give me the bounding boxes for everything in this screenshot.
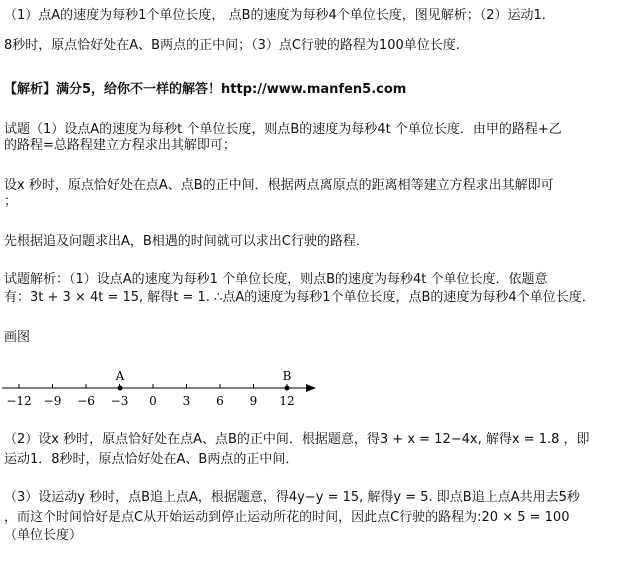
tick-label: 3 [182,394,191,408]
hint-p1-line-2: 的路程=总路程建立方程求出其解即可； [4,138,236,153]
arrow-right-icon [306,384,316,392]
question-line-1: （1）点A的速度为每秒1个单位长度， 点B的速度为每秒4个单位长度，图见解析；（2）运动1. [4,8,546,23]
solution-1-line-2: 有：3t + 3 × 4t = 15, 解得t = 1. ∴点A的速度为每秒1个单位长度，点B的速度为每秒4个单位长度． [4,290,595,305]
solution-2-line-2: 运动1．8秒时，原点恰好处在A、B两点的正中间． [4,452,299,467]
point-a-label: A [115,369,125,383]
tick-label: −9 [43,394,62,408]
question-line-2: 8秒时，原点恰好处在A、B两点的正中间；（3）点C行驶的路程为100单位长度. [4,38,460,53]
tick-label: 6 [216,394,224,408]
solution-3-line-3: （单位长度） [4,528,83,543]
solution-3-line-2: ，而这个时间恰好是点C从开始运动到停止运动所花的时间，因此点C行驶的路程为:20 × 5 = 100 [4,510,570,525]
tick-label: 0 [149,394,157,408]
hint-p3: 先根据追及问题求出A，B相遇的时间就可以求出C行驶的路程． [4,234,369,249]
tick-label: −12 [6,394,32,408]
hint-p2-line-1: 设x 秒时，原点恰好处在点A、点B的正中间．根据两点离原点的距离相等建立方程求出其解即可 [4,178,554,193]
point-a-dot [118,386,123,391]
figure-label: 画图 [4,330,31,345]
solution-3-line-1: （3）设运动y 秒时，点B追上点A，根据题意，得4y−y = 15, 解得y = 5. 即点B追上点A共用去5秒 [4,490,580,505]
point-b-dot [285,386,290,391]
tick-label: −3 [110,394,129,408]
solution-1-line-1: 试题解析：（1）设点A的速度为每秒1 个单位长度，则点B的速度为每秒4t 个单位长度．依题意 [4,272,548,287]
point-b-label: B [282,369,292,383]
number-line-figure [0,368,330,412]
tick-label: −6 [77,394,95,408]
hint-p1-line-1: 试题（1）设点A的速度为每秒t 个单位长度，则点B的速度为每秒4t 个单位长度．由甲的路程+乙 [4,122,562,137]
analysis-banner: 【解析】满分5，给你不一样的解答！http://www.manfen5.com [4,82,407,97]
tick-label: 12 [279,394,295,408]
solution-2-line-1: （2）设x 秒时，原点恰好处在点A、点B的正中间．根据题意，得3 + x = 12−4x, 解得x = 1.8 ，即 [4,432,590,447]
hint-p2-line-2: ； [4,194,18,209]
tick-label: 9 [249,394,258,408]
